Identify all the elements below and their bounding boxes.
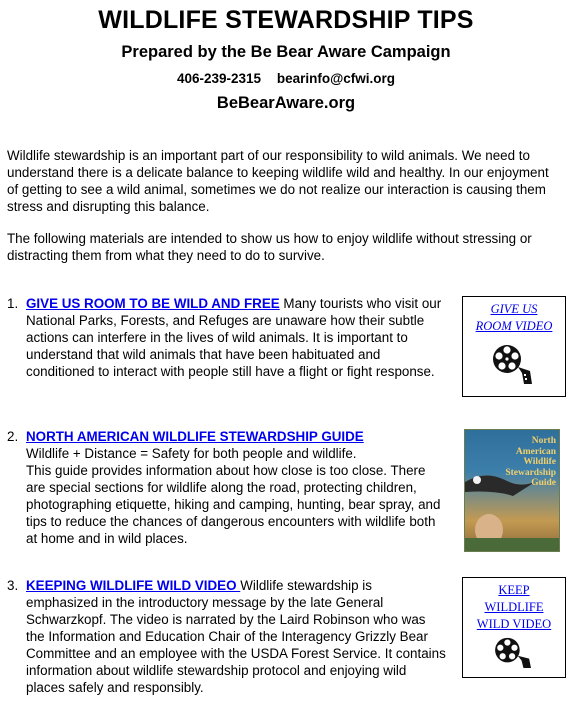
list-item bbox=[7, 428, 447, 547]
page-title: WILDLIFE STEWARDSHIP TIPS bbox=[98, 6, 474, 34]
stewardship-guide-cover[interactable] bbox=[464, 429, 560, 552]
guide-cover-title: North American Wildlife Stewardship Guide bbox=[505, 436, 556, 488]
item-tagline: Wildlife + Distance = Safety for both people and wildlife. bbox=[26, 446, 357, 461]
film-reel-icon bbox=[489, 341, 539, 385]
item-description: Wildlife stewardship is emphasized in the introductory message by the late General Schwarzkopf. The video is narrated by the Laird Robinson who was the Information and Education Chair of the Interagency Grizzly Bear Committee and an employee with the USDA Forest Service. It contains information about wildlife stewardship protocol and enjoying wild places safely and responsibly. bbox=[26, 578, 446, 695]
list-item bbox=[7, 295, 447, 380]
film-reel-icon bbox=[489, 635, 539, 669]
item-description: This guide provides information about how close is too close. There are special sections for wildlife along the road, protecting children, photographing etiquette, hiking and camping, hunting, bear spray, and tips to reduce the chances of dangerous encounters with wildlife both at home and in wild places. bbox=[26, 463, 441, 546]
item-number: 2. bbox=[7, 429, 19, 444]
intro-paragraph: Wildlife stewardship is an important part of our responsibility to wild animals. We need to understand there is a delicate balance to keeping wildlife wild and healthy. In our enjoyment of getting to see a wild animal, sometimes we do not realize our interaction is causing them stress and disrupting this balance. bbox=[7, 148, 549, 214]
email-address: bearinfo@cfwi.org bbox=[276, 71, 395, 86]
item-description: Many tourists who visit our National Parks, Forests, and Refuges are unaware how their subtle actions can interfere in the lives of wild animals. It is important to understand that wild animals that have been habituated and conditioned to interact with people still have a flight or fight response. bbox=[26, 296, 442, 379]
keep-wildlife-wild-video-link[interactable]: KEEP WILDLIFE WILD VIDEO bbox=[476, 583, 552, 631]
intro-paragraph-2: The following materials are intended to show us how to enjoy wildlife without stressing or distracting them from what they need to do to survive. bbox=[7, 231, 532, 263]
item-number: 3. bbox=[7, 578, 19, 593]
item-number: 1. bbox=[7, 296, 19, 311]
stewardship-guide-link[interactable]: NORTH AMERICAN WILDLIFE STEWARDSHIP GUIDE bbox=[26, 429, 364, 444]
give-us-room-link[interactable]: GIVE US ROOM TO BE WILD AND FREE bbox=[26, 296, 280, 311]
keeping-wildlife-wild-link[interactable]: KEEPING WILDLIFE WILD VIDEO bbox=[26, 578, 241, 593]
contact-line bbox=[0, 71, 572, 86]
subtitle: Prepared by the Be Bear Aware Campaign bbox=[121, 43, 451, 61]
list-item bbox=[7, 577, 447, 696]
give-us-room-video-link[interactable]: GIVE US ROOM VIDEO bbox=[475, 302, 553, 333]
keep-wildlife-wild-video-box[interactable] bbox=[462, 577, 566, 678]
website: BeBearAware.org bbox=[216, 94, 356, 112]
phone-number: 406-239-2315 bbox=[176, 71, 262, 86]
give-us-room-video-box[interactable] bbox=[462, 296, 566, 397]
